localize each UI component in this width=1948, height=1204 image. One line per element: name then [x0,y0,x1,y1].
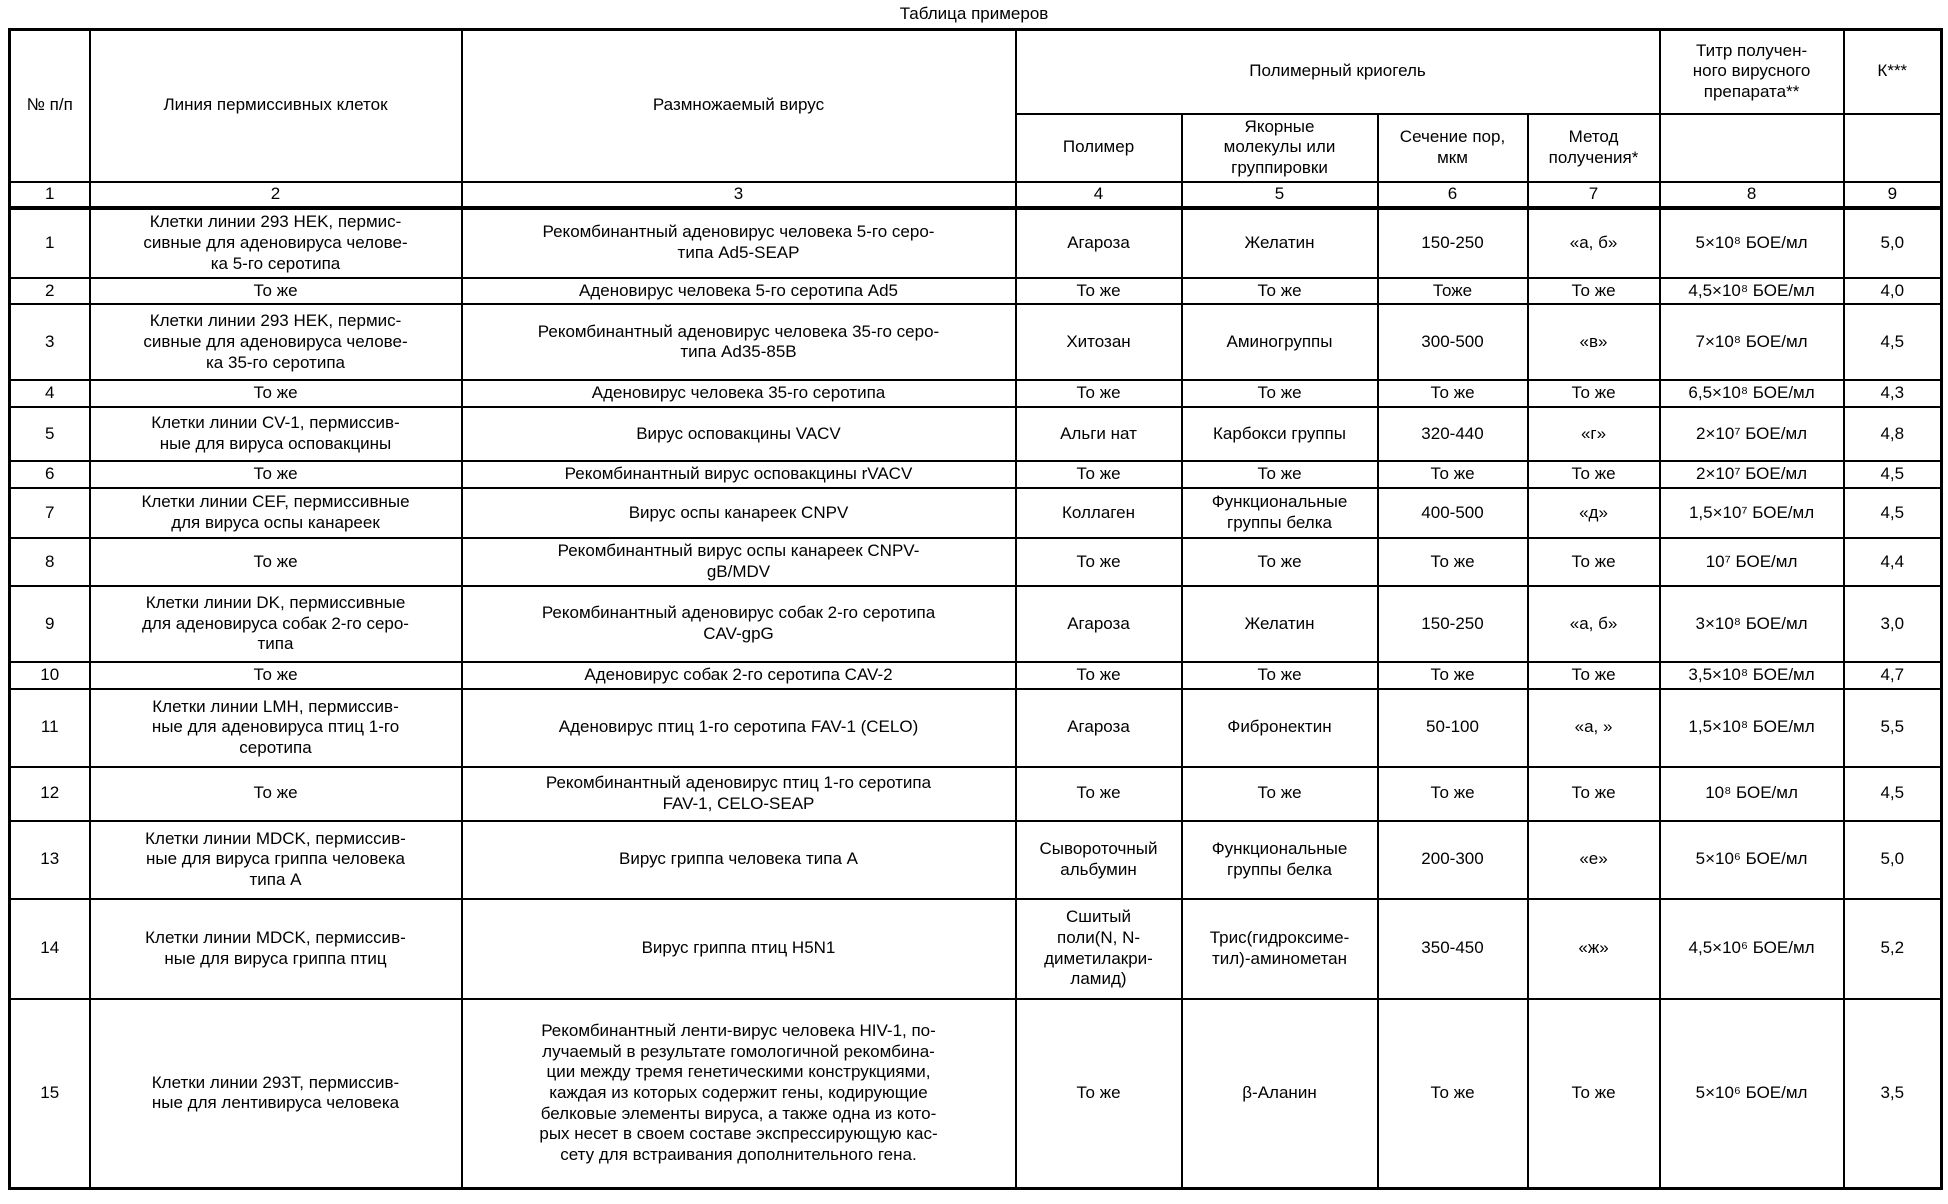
anchor-cell: β-Аланин [1182,999,1378,1189]
column-number: 1 [10,182,90,208]
titer-cell: 3,5×10⁸ БОЕ/мл [1660,662,1844,689]
table-row [10,662,1942,689]
header-row-1 [10,30,1942,114]
table-title: Таблица примеров [899,4,1049,23]
k-cell: 4,0 [1844,278,1942,305]
polymer-cell: Агароза [1016,689,1182,767]
polymer-cell: То же [1016,278,1182,305]
k-cell: 4,7 [1844,662,1942,689]
cell-line-cell: Клетки линии DK, пермиссивные для аденовируса собак 2-го серо- типа [90,586,462,662]
polymer-header: Полимер [1016,114,1182,182]
pore-cell: То же [1378,999,1528,1189]
method-cell: «д» [1528,488,1660,538]
pore-cell: То же [1378,538,1528,586]
method-cell: То же [1528,278,1660,305]
column-number: 2 [90,182,462,208]
table-body [10,208,1942,1189]
k-header-spacer [1844,114,1942,182]
table-row [10,304,1942,380]
k-cell: 4,5 [1844,488,1942,538]
table-row [10,999,1942,1189]
anchor-cell: Желатин [1182,208,1378,278]
table-row [10,461,1942,488]
virus-cell: Вирус гриппа птиц H5N1 [462,899,1016,999]
column-number: 7 [1528,182,1660,208]
cell-line-cell: Клетки линии CEF, пермиссивные для вируса оспы канареек [90,488,462,538]
virus-cell: Вирус оспы канареек CNPV [462,488,1016,538]
k-cell: 5,0 [1844,208,1942,278]
polymer-cell: То же [1016,538,1182,586]
column-number-row [10,182,1942,208]
method-cell: То же [1528,999,1660,1189]
k-cell: 5,5 [1844,689,1942,767]
cell-line-cell: Клетки линии 293 HEK, пермис- сивные для аденовируса челове- ка 5-го серотипа [90,208,462,278]
table-row [10,767,1942,821]
virus-cell: Рекомбинантный аденовирус птиц 1-го серотипа FAV-1, CELO-SEAP [462,767,1016,821]
titer-cell: 10⁸ БОЕ/мл [1660,767,1844,821]
anchor-cell: То же [1182,662,1378,689]
num-cell: 3 [10,304,90,380]
method-cell: «а, б» [1528,208,1660,278]
num-cell: 9 [10,586,90,662]
cell-line-cell: То же [90,767,462,821]
titer-cell: 1,5×10⁸ БОЕ/мл [1660,689,1844,767]
method-cell: «е» [1528,821,1660,899]
polymer-cell: Хитозан [1016,304,1182,380]
cell-line-cell: То же [90,380,462,407]
pore-cell: 200-300 [1378,821,1528,899]
num-cell: 4 [10,380,90,407]
cell-line-cell: Клетки линии CV-1, пермиссив- ные для вируса осповакцины [90,407,462,461]
cell-line-cell: Клетки линии LMH, пермиссив- ные для аденовируса птиц 1-го серотипа [90,689,462,767]
virus-cell: Рекомбинантный аденовирус человека 35-го серо- типа Ad35-85B [462,304,1016,380]
k-cell: 3,0 [1844,586,1942,662]
method-cell: То же [1528,662,1660,689]
anchor-cell: Функциональные группы белка [1182,821,1378,899]
virus-cell: Рекомбинантный аденовирус собак 2-го серотипа CAV-gpG [462,586,1016,662]
anchor-cell: То же [1182,767,1378,821]
pore-cell: 320-440 [1378,407,1528,461]
pore-cell: 300-500 [1378,304,1528,380]
method-cell: То же [1528,461,1660,488]
table-row [10,208,1942,278]
polymer-cell: Сшитый поли(N, N- диметилакри- ламид) [1016,899,1182,999]
table-row [10,278,1942,305]
k-cell: 5,2 [1844,899,1942,999]
column-number: 3 [462,182,1016,208]
cell-line-header: Линия пермиссивных клеток [90,30,462,182]
cell-line-cell: То же [90,278,462,305]
polymer-cell: Альги нат [1016,407,1182,461]
virus-cell: Вирус осповакцины VACV [462,407,1016,461]
anchor-cell: Фибронектин [1182,689,1378,767]
k-cell: 4,5 [1844,461,1942,488]
anchor-cell: То же [1182,278,1378,305]
titer-cell: 6,5×10⁸ БОЕ/мл [1660,380,1844,407]
k-cell: 5,0 [1844,821,1942,899]
pore-cell: 50-100 [1378,689,1528,767]
table-row [10,538,1942,586]
pore-cell: То же [1378,380,1528,407]
titer-cell: 10⁷ БОЕ/мл [1660,538,1844,586]
titer-cell: 3×10⁸ БОЕ/мл [1660,586,1844,662]
titer-header: Титр получен- ного вирусного препарата** [1660,30,1844,114]
num-cell: 15 [10,999,90,1189]
titer-cell: 5×10⁶ БОЕ/мл [1660,821,1844,899]
anchor-cell: То же [1182,538,1378,586]
virus-cell: Вирус гриппа человека типа А [462,821,1016,899]
column-number: 4 [1016,182,1182,208]
titer-cell: 7×10⁸ БОЕ/мл [1660,304,1844,380]
cell-line-cell: То же [90,662,462,689]
cell-line-cell: То же [90,538,462,586]
virus-cell: Аденовирус человека 5-го серотипа Ad5 [462,278,1016,305]
titer-cell: 5×10⁶ БОЕ/мл [1660,999,1844,1189]
anchor-cell: То же [1182,461,1378,488]
table-row [10,899,1942,999]
polymer-cell: То же [1016,999,1182,1189]
titer-cell: 5×10⁸ БОЕ/мл [1660,208,1844,278]
num-cell: 7 [10,488,90,538]
anchor-cell: Трис(гидроксиме- тил)-аминометан [1182,899,1378,999]
anchor-cell: Карбокси группы [1182,407,1378,461]
column-number: 9 [1844,182,1942,208]
virus-cell: Аденовирус собак 2-го серотипа CAV-2 [462,662,1016,689]
virus-cell: Рекомбинантный аденовирус человека 5-го серо- типа Ad5-SEAP [462,208,1016,278]
pore-cell: 150-250 [1378,586,1528,662]
table-row [10,407,1942,461]
virus-cell: Рекомбинантный ленти-вирус человека HIV-1, по- лучаемый в результате гомологичной рекомбина- ции между тремя генетическими конструкциями, каждая из которых содержит гены, кодирующие белковые элементы вируса, а также одна из кото- рых несет в своем составе экспрессирующую кас- сету для встраивания дополнительного гена. [462,999,1016,1189]
anchor-cell: Желатин [1182,586,1378,662]
virus-cell: Рекомбинантный вирус оспы канареек CNPV- gB/MDV [462,538,1016,586]
examples-table [8,28,1943,1190]
column-number: 6 [1378,182,1528,208]
table-row [10,488,1942,538]
k-cell: 4,8 [1844,407,1942,461]
num-cell: 13 [10,821,90,899]
titer-cell: 2×10⁷ БОЕ/мл [1660,407,1844,461]
cell-line-cell: То же [90,461,462,488]
polymer-cell: То же [1016,662,1182,689]
cell-line-cell: Клетки линии MDCK, пермиссив- ные для вируса гриппа человека типа А [90,821,462,899]
column-number: 5 [1182,182,1378,208]
method-cell: «в» [1528,304,1660,380]
k-cell: 4,4 [1844,538,1942,586]
k-cell: 4,5 [1844,767,1942,821]
polymer-cell: Агароза [1016,208,1182,278]
pore-cell: То же [1378,767,1528,821]
num-cell: 12 [10,767,90,821]
pore-cell: 150-250 [1378,208,1528,278]
titer-cell: 2×10⁷ БОЕ/мл [1660,461,1844,488]
num-cell: 8 [10,538,90,586]
pore-cell: То же [1378,662,1528,689]
table-header [10,30,1942,208]
method-cell: То же [1528,538,1660,586]
num-cell: 5 [10,407,90,461]
k-cell: 4,3 [1844,380,1942,407]
anchor-cell: То же [1182,380,1378,407]
pore-cell: 400-500 [1378,488,1528,538]
num-cell: 14 [10,899,90,999]
table-row [10,821,1942,899]
pore-cell: 350-450 [1378,899,1528,999]
method-cell: «г» [1528,407,1660,461]
polymer-cell: То же [1016,461,1182,488]
num-cell: 2 [10,278,90,305]
polymer-cell: То же [1016,767,1182,821]
method-cell: То же [1528,380,1660,407]
polymer-cell: Сывороточный альбумин [1016,821,1182,899]
virus-cell: Аденовирус человека 35-го серотипа [462,380,1016,407]
polymer-cell: То же [1016,380,1182,407]
table-row [10,380,1942,407]
num-cell: 1 [10,208,90,278]
method-cell: «а, » [1528,689,1660,767]
k-header: К*** [1844,30,1942,114]
method-cell: То же [1528,767,1660,821]
num-cell: 10 [10,662,90,689]
titer-header-spacer [1660,114,1844,182]
virus-header: Размножаемый вирус [462,30,1016,182]
method-cell: «ж» [1528,899,1660,999]
cell-line-cell: Клетки линии MDCK, пермиссив- ные для вируса гриппа птиц [90,899,462,999]
titer-cell: 4,5×10⁶ БОЕ/мл [1660,899,1844,999]
anchor-header: Якорные молекулы или группировки [1182,114,1378,182]
cryogel-group-header: Полимерный криогель [1016,30,1660,114]
virus-cell: Рекомбинантный вирус осповакцины rVACV [462,461,1016,488]
num-header: № п/п [10,30,90,182]
pore-cell: То же [1378,461,1528,488]
column-number: 8 [1660,182,1844,208]
k-cell: 4,5 [1844,304,1942,380]
k-cell: 3,5 [1844,999,1942,1189]
polymer-cell: Агароза [1016,586,1182,662]
pore-header: Сечение пор, мкм [1378,114,1528,182]
cell-line-cell: Клетки линии 293T, пермиссив- ные для лентивируса человека [90,999,462,1189]
cell-line-cell: Клетки линии 293 HEK, пермис- сивные для аденовируса челове- ка 35-го серотипа [90,304,462,380]
table-row [10,689,1942,767]
titer-cell: 1,5×10⁷ БОЕ/мл [1660,488,1844,538]
pore-cell: Тоже [1378,278,1528,305]
num-cell: 11 [10,689,90,767]
polymer-cell: Коллаген [1016,488,1182,538]
anchor-cell: Аминогруппы [1182,304,1378,380]
table-row [10,586,1942,662]
method-cell: «а, б» [1528,586,1660,662]
anchor-cell: Функциональные группы белка [1182,488,1378,538]
num-cell: 6 [10,461,90,488]
titer-cell: 4,5×10⁸ БОЕ/мл [1660,278,1844,305]
virus-cell: Аденовирус птиц 1-го серотипа FAV-1 (CELO) [462,689,1016,767]
method-header: Метод получения* [1528,114,1660,182]
